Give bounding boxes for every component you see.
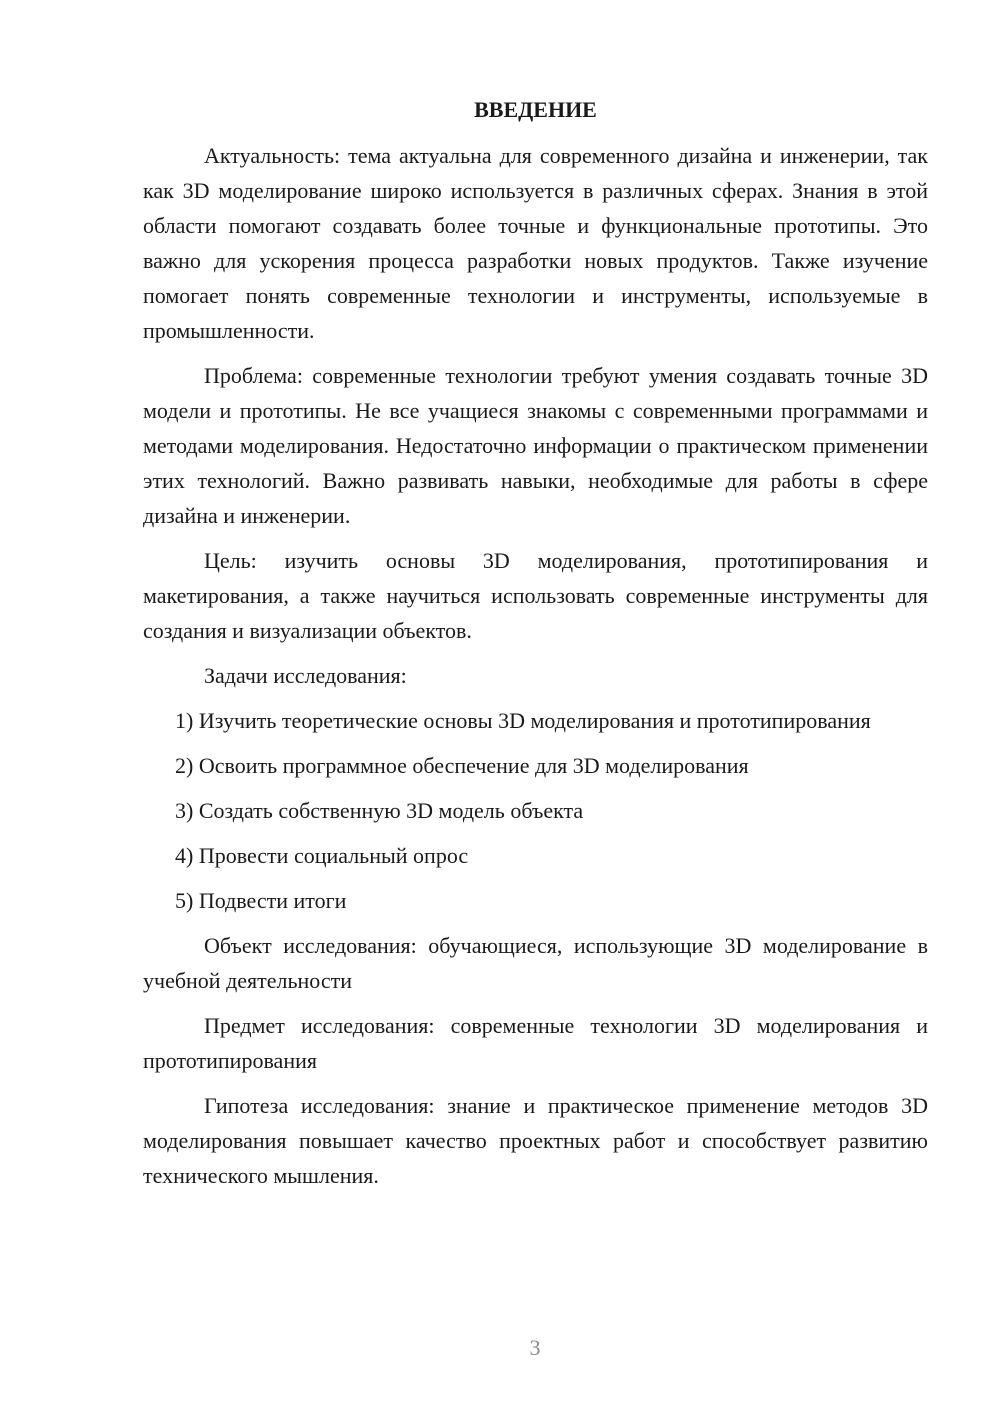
list-item: 5) Подвести итоги bbox=[175, 888, 347, 913]
tasks-heading: Задачи исследования: bbox=[204, 663, 407, 688]
object-paragraph: Объект исследования: обучающиеся, использующие 3D моделирование в учебной деятельности bbox=[143, 933, 928, 993]
page-title: ВВЕДЕНИЕ bbox=[474, 97, 597, 122]
problem-paragraph: Проблема: современные технологии требуют умения создавать точные 3D модели и прототипы. Не все учащиеся знакомы с современными программами и методами моделирования. Недостаточно информации о практическом применении этих технологий. Важно развивать навыки, необходимые для работы в сфере дизайна и инженерии. bbox=[143, 363, 928, 528]
subject-paragraph: Предмет исследования: современные технологии 3D моделирования и прототипирования bbox=[143, 1013, 928, 1073]
hypothesis-paragraph: Гипотеза исследования: знание и практическое применение методов 3D моделирования повышает качество проектных работ и способствует развитию технического мышления. bbox=[143, 1093, 928, 1188]
tasks-list bbox=[143, 703, 928, 918]
page-number: 3 bbox=[529, 1335, 541, 1360]
list-item: 3) Создать собственную 3D модель объекта bbox=[175, 798, 584, 823]
goal-paragraph: Цель: изучить основы 3D моделирования, прототипирования и макетирования, а также научиться использовать современные инструменты для создания и визуализации объектов. bbox=[143, 548, 928, 643]
list-item: 2) Освоить программное обеспечение для 3D моделирования bbox=[175, 753, 749, 778]
relevance-paragraph: Актуальность: тема актуальна для современного дизайна и инженерии, так как 3D моделирование широко используется в различных сферах. Знания в этой области помогают создавать более точные и функциональные прототипы. Это важно для ускорения процесса разработки новых продуктов. Также изучение помогает понять современные технологии и инструменты, используемые в промышленности. bbox=[143, 143, 928, 343]
list-item: 4) Провести социальный опрос bbox=[175, 843, 469, 868]
document-page bbox=[143, 95, 928, 1193]
list-item: 1) Изучить теоретические основы 3D моделирования и прототипирования bbox=[175, 708, 871, 733]
